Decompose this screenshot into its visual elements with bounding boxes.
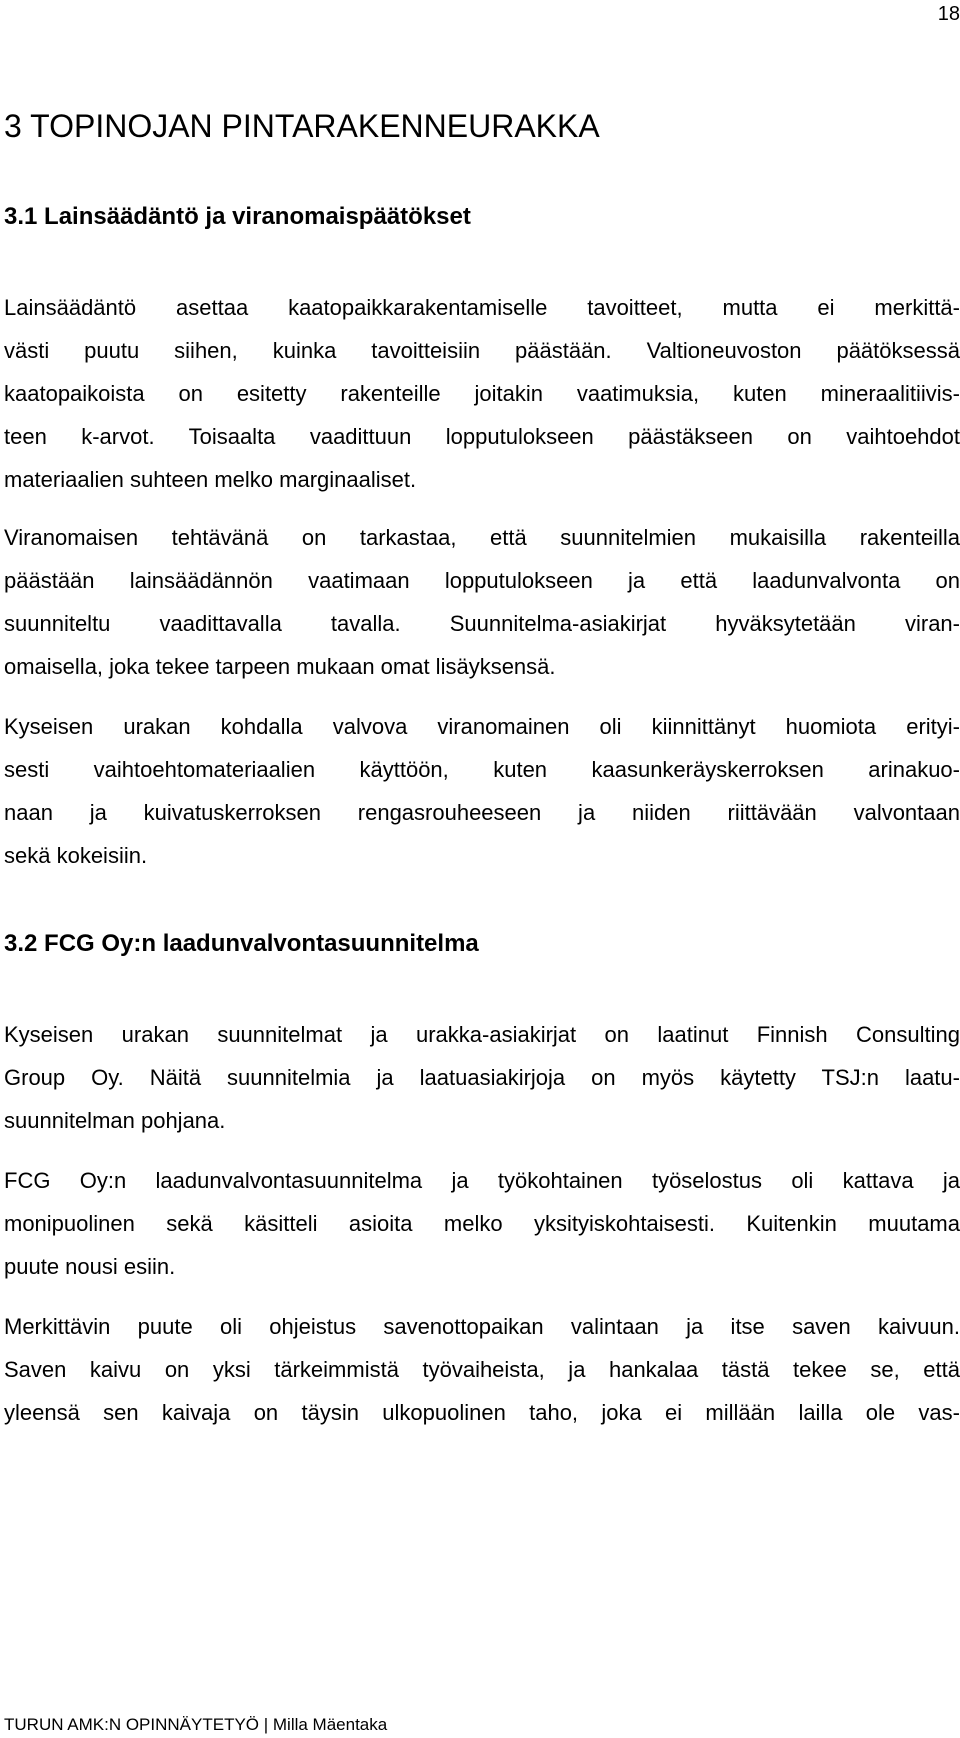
paragraph-line: kaatopaikoista on esitetty rakenteille joitakin vaatimuksia, kuten mineraalitiivis-: [4, 381, 960, 406]
paragraph-line: sekä kokeisiin.: [4, 843, 148, 868]
paragraph-line: naan ja kuivatuskerroksen rengasrouheeseen ja niiden riittävään valvontaan: [4, 800, 960, 825]
paragraph-line: sesti vaihtoehtomateriaalien käyttöön, kuten kaasunkeräyskerroksen arinakuo-: [4, 757, 960, 782]
paragraph-line: päästään lainsäädännön vaatimaan lopputulokseen ja että laadunvalvonta on: [4, 568, 960, 593]
paragraph-line: suunnitelman pohjana.: [4, 1108, 226, 1133]
paragraph-line: FCG Oy:n laadunvalvontasuunnitelma ja työkohtainen työselostus oli kattava ja: [4, 1168, 960, 1193]
paragraph-line: Merkittävin puute oli ohjeistus savenottopaikan valintaan ja itse saven kaivuun.: [4, 1314, 960, 1339]
page-footer: TURUN AMK:N OPINNÄYTETYÖ | Milla Mäentaka: [4, 1715, 388, 1734]
section-heading-3-1: 3.1 Lainsäädäntö ja viranomaispäätökset: [4, 203, 471, 230]
section-heading-3-2: 3.2 FCG Oy:n laadunvalvontasuunnitelma: [4, 930, 479, 957]
paragraph-line: Group Oy. Näitä suunnitelmia ja laatuasiakirjoja on myös käytetty TSJ:n laatu-: [4, 1065, 960, 1090]
paragraph-line: teen k-arvot. Toisaalta vaadittuun lopputulokseen päästäkseen on vaihtoehdot: [4, 424, 960, 449]
paragraph-line: materiaalien suhteen melko marginaaliset.: [4, 467, 417, 492]
paragraph-line: yleensä sen kaivaja on täysin ulkopuolinen taho, joka ei millään lailla ole vas-: [4, 1400, 960, 1425]
paragraph-line: västi puutu siihen, kuinka tavoitteisiin päästään. Valtioneuvoston päätöksessä: [4, 338, 960, 363]
paragraph-line: suunniteltu vaadittavalla tavalla. Suunnitelma-asiakirjat hyväksytetään viran-: [4, 611, 960, 636]
page-number: 18: [937, 3, 960, 25]
paragraph-line: omaisella, joka tekee tarpeen mukaan omat lisäyksensä.: [4, 654, 556, 679]
paragraph-line: monipuolinen sekä käsitteli asioita melko yksityiskohtaisesti. Kuitenkin muutama: [4, 1211, 960, 1236]
paragraph-line: Lainsäädäntö asettaa kaatopaikkarakentamiselle tavoitteet, mutta ei merkittä-: [4, 295, 960, 320]
paragraph-line: Kyseisen urakan kohdalla valvova viranomainen oli kiinnittänyt huomiota erityi-: [4, 714, 960, 739]
chapter-heading: 3 TOPINOJAN PINTARAKENNEURAKKA: [4, 108, 600, 144]
paragraph-line: puute nousi esiin.: [4, 1254, 176, 1279]
paragraph-line: Kyseisen urakan suunnitelmat ja urakka-asiakirjat on laatinut Finnish Consulting: [4, 1022, 960, 1047]
paragraph-line: Saven kaivu on yksi tärkeimmistä työvaiheista, ja hankalaa tästä tekee se, että: [4, 1357, 960, 1382]
paragraph-line: Viranomaisen tehtävänä on tarkastaa, että suunnitelmien mukaisilla rakenteilla: [4, 525, 960, 550]
